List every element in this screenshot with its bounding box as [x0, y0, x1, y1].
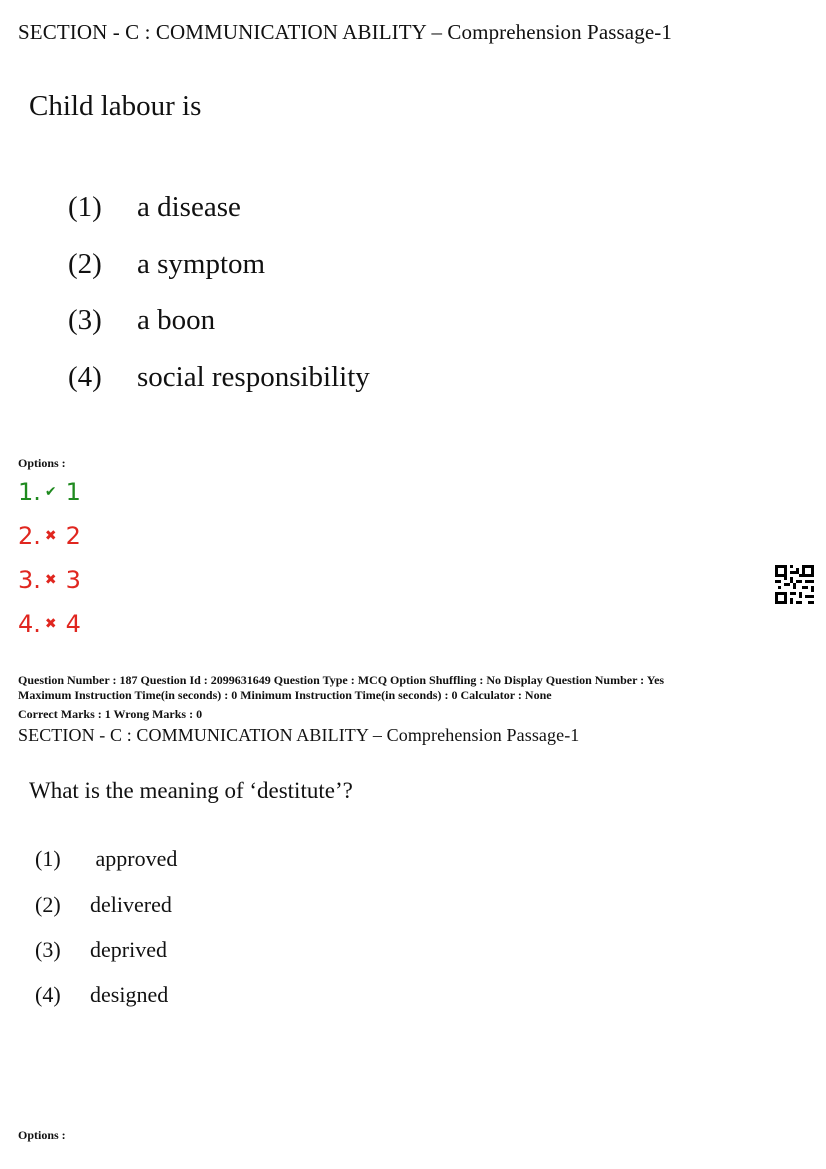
choice-number: (3)	[68, 304, 102, 336]
options-label: Options :	[18, 1128, 66, 1142]
answer-index: 3.	[18, 566, 41, 594]
choice-text: deprived	[90, 937, 167, 962]
answer-option	[18, 522, 81, 550]
choice-number: (2)	[68, 248, 102, 280]
choice-item	[35, 937, 167, 963]
choice-number: (3)	[35, 937, 61, 962]
metadata-line: Correct Marks : 1 Wrong Marks : 0	[18, 707, 203, 721]
choice-item	[35, 846, 177, 872]
answer-value: 1	[65, 478, 81, 506]
metadata-line: Maximum Instruction Time(in seconds) : 0 Minimum Instruction Time(in seconds) : 0 Calculator : None	[18, 688, 552, 702]
answer-value: 2	[65, 522, 81, 550]
choice-text: approved	[90, 846, 178, 871]
choice-item	[35, 892, 172, 918]
choice-item	[35, 982, 168, 1008]
answer-value: 3	[65, 566, 81, 594]
section-header: SECTION - C : COMMUNICATION ABILITY – Comprehension Passage-1	[18, 20, 672, 44]
choice-item	[68, 191, 241, 224]
question-text: Child labour is	[29, 90, 202, 122]
answer-option	[18, 478, 81, 506]
choice-number: (4)	[35, 982, 61, 1007]
choice-number: (4)	[68, 361, 102, 393]
question-metadata	[18, 673, 664, 722]
choice-number: (1)	[35, 846, 61, 871]
choice-text: designed	[90, 982, 169, 1007]
check-icon: ✔	[44, 484, 57, 500]
choice-text: a symptom	[137, 248, 266, 280]
choice-item	[68, 304, 215, 337]
section-header: SECTION - C : COMMUNICATION ABILITY – Comprehension Passage-1	[18, 725, 580, 745]
metadata-line: Question Number : 187 Question Id : 2099631649 Question Type : MCQ Option Shuffling : No Display Question Number : Yes	[18, 673, 665, 687]
answer-index: 4.	[18, 610, 41, 638]
answer-option	[18, 566, 81, 594]
qr-code-icon	[775, 565, 814, 604]
answer-index: 2.	[18, 522, 41, 550]
answer-index: 1.	[18, 478, 41, 506]
choice-text: social responsibility	[137, 361, 370, 393]
choice-text: a boon	[137, 304, 216, 336]
cross-icon: ✖	[44, 572, 57, 588]
choice-number: (2)	[35, 892, 61, 917]
answer-option	[18, 610, 81, 638]
answer-value: 4	[65, 610, 81, 638]
choice-item	[68, 248, 265, 281]
cross-icon: ✖	[44, 616, 57, 632]
choice-item	[68, 361, 370, 394]
choice-text: a disease	[137, 191, 241, 223]
cross-icon: ✖	[44, 528, 57, 544]
question-text: What is the meaning of ‘destitute’?	[29, 778, 353, 803]
choice-text: delivered	[90, 892, 172, 917]
options-label: Options :	[18, 456, 66, 470]
choice-number: (1)	[68, 191, 102, 223]
